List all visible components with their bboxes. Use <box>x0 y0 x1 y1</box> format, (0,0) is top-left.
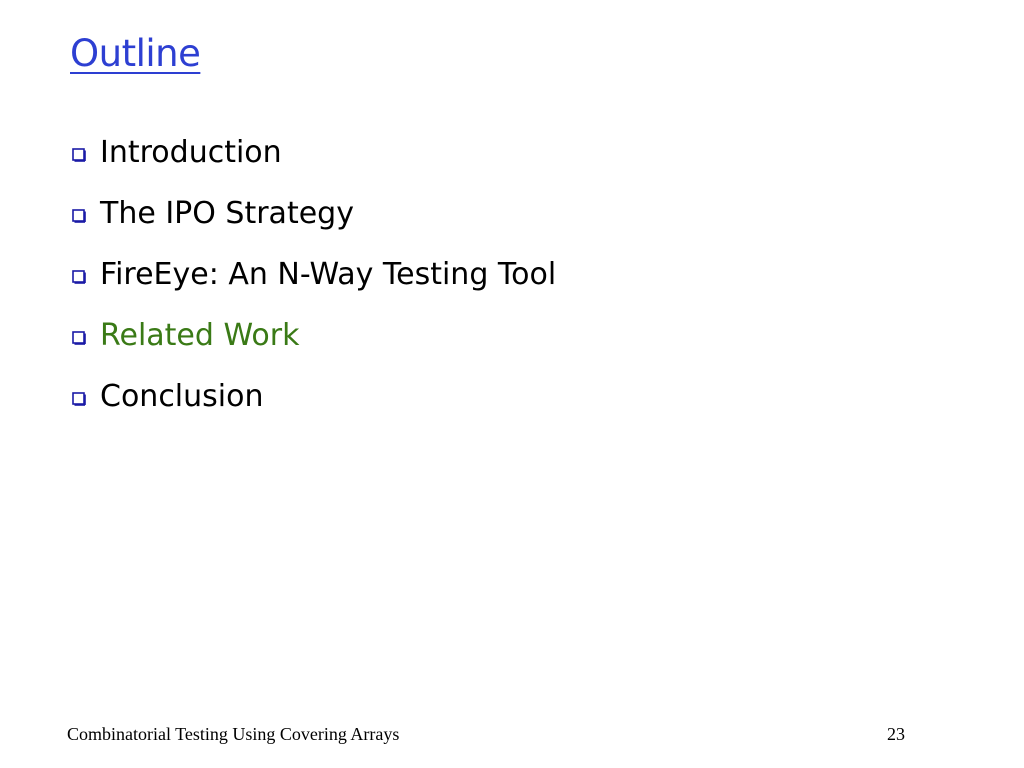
outline-item-fireeye <box>72 244 556 305</box>
square-bullet-icon <box>72 209 86 223</box>
outline-item-conclusion <box>72 366 556 427</box>
outline-item-label: FireEye: An N-Way Testing Tool <box>100 257 557 292</box>
outline-item-label: The IPO Strategy <box>100 196 354 231</box>
square-bullet-icon <box>72 331 86 345</box>
square-bullet-icon <box>72 148 86 162</box>
square-bullet-icon <box>72 270 86 284</box>
outline-item-label: Introduction <box>100 135 282 170</box>
outline-item-ipo-strategy <box>72 183 556 244</box>
outline-item-label: Related Work <box>100 318 300 353</box>
outline-list <box>72 122 556 427</box>
footer-page-number: 23 <box>887 724 905 744</box>
outline-item-related-work <box>72 305 556 366</box>
footer-presentation-title: Combinatorial Testing Using Covering Arrays <box>67 724 400 744</box>
slide-title: Outline <box>70 32 201 75</box>
outline-item-label: Conclusion <box>100 379 264 414</box>
square-bullet-icon <box>72 392 86 406</box>
outline-item-introduction <box>72 122 556 183</box>
